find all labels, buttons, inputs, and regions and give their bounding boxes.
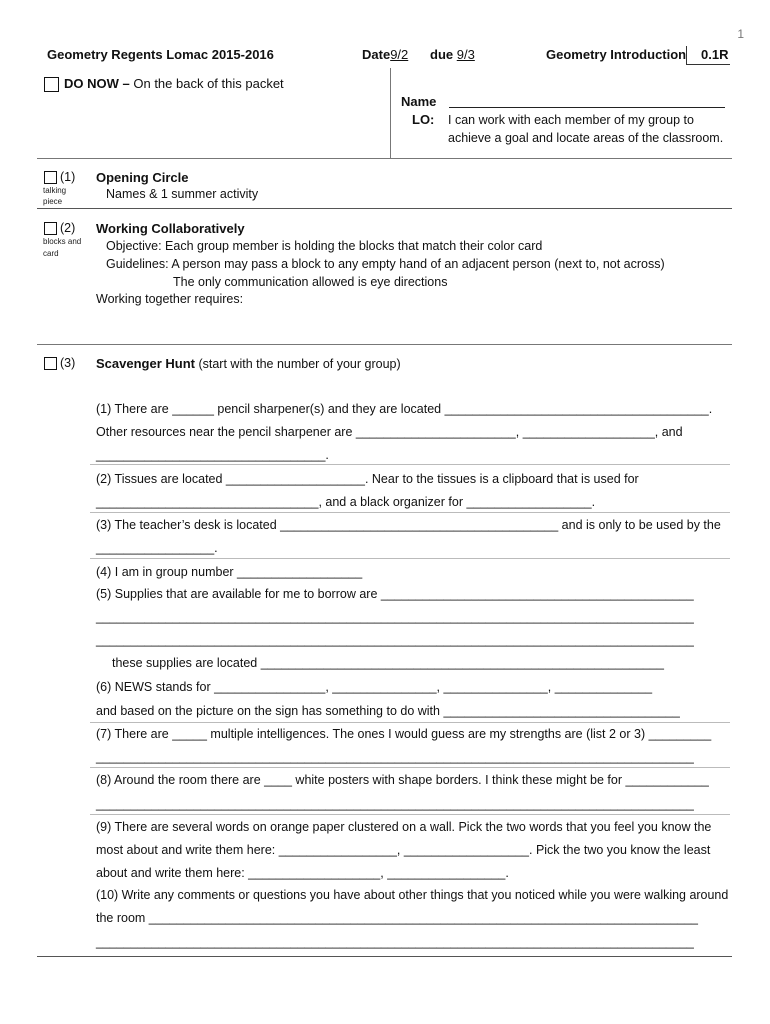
course-title: Geometry Regents Lomac 2015-2016 [47,47,274,62]
hunt-line: about and write them here: ___________________, _________________. [96,866,509,880]
name-box-divider [390,68,391,158]
code-divider [686,46,687,64]
section-2-guidelines: Guidelines: A person may pass a block to any empty hand of an adjacent person (next to, not across) [106,257,665,271]
section-1-title: Opening Circle [96,170,189,185]
section-1-note-1: talking [43,186,67,195]
section-2-title: Working Collaboratively [96,221,245,236]
section-3-subtitle: (start with the number of your group) [198,357,401,371]
hunt-line: _________________. [96,541,218,555]
do-now-label: DO NOW – [64,76,130,91]
hunt-line: (10) Write any comments or questions you have about other things that you noticed while you were walking around [96,888,729,902]
hunt-line: (9) There are several words on orange paper clustered on a wall. Pick the two words that you feel you know the [96,820,712,834]
due-value: 9/3 [456,47,475,62]
q-divider [90,558,730,559]
section-1-number: (1) [60,170,76,184]
q-divider [90,464,730,465]
name-input-line[interactable] [449,107,725,108]
due-label: due [430,47,454,62]
date-field [362,47,408,62]
unit-code: 0.1R [701,47,729,62]
do-now-checkbox[interactable] [44,77,59,92]
hunt-line: ______________________________________________________________________________________ [96,935,694,949]
hunt-line: _________________________________. [96,448,329,462]
hunt-line: (8) Around the room there are ____ white posters with shape borders. I think these might be for ____________ [96,773,709,787]
hunt-line: (2) Tissues are located ____________________. Near to the tissues is a clipboard that is used for [96,472,639,486]
hunt-line: the room _______________________________________________________________________________ [96,911,699,925]
lo-line-1: I can work with each member of my group to [448,113,694,127]
due-field [430,47,475,62]
q-divider [90,814,730,815]
hunt-line: ________________________________, and a black organizer for __________________. [96,495,596,509]
section-1-text: Names & 1 summer activity [106,187,259,201]
section-2-number: (2) [60,221,76,235]
q-divider [90,512,730,513]
hunt-line: (4) I am in group number __________________ [96,565,363,579]
date-value: 9/2 [390,47,409,62]
hunt-line: (6) NEWS stands for ________________, _______________, _______________, ______________ [96,680,653,694]
section-2-guidelines-2: The only communication allowed is eye directions [173,275,448,289]
section-2-checkbox[interactable] [44,222,57,235]
hunt-line: ______________________________________________________________________________________ [96,633,694,647]
divider-1 [37,158,732,159]
section-2-note-1: blocks and [43,237,82,246]
divider-3 [37,344,732,345]
date-label: Date [362,47,391,62]
divider-2 [37,208,732,209]
hunt-line: most about and write them here: _________________, __________________. Pick the two you know the least [96,843,711,857]
q-divider [90,767,730,768]
do-now-text: On the back of this packet [133,76,284,91]
do-now [64,76,284,91]
hunt-line: (1) There are ______ pencil sharpener(s) and they are located ______________________________________. [96,402,713,416]
q-divider [90,722,730,723]
hunt-line: ______________________________________________________________________________________ [96,797,694,811]
hunt-line: (5) Supplies that are available for me to borrow are _____________________________________________ [96,587,694,601]
hunt-line: (3) The teacher’s desk is located ________________________________________ and is only to be used by the [96,518,721,532]
lo-label: LO: [412,112,435,127]
hunt-line: Other resources near the pencil sharpener are _______________________, ___________________, and [96,425,683,439]
hunt-line: ______________________________________________________________________________________ [96,750,694,764]
section-2-objective: Objective: Each group member is holding the blocks that match their color card [106,239,543,253]
section-3-number: (3) [60,356,76,370]
section-1-note-2: piece [43,197,63,206]
lo-line-2: achieve a goal and locate areas of the classroom. [448,131,724,145]
name-label: Name [401,94,437,109]
page-number: 1 [737,27,744,41]
divider-bottom [37,956,732,957]
hunt-line: (7) There are _____ multiple intelligences. The ones I would guess are my strengths are (list 2 or 3) _________ [96,727,712,741]
hunt-line: ______________________________________________________________________________________ [96,610,694,624]
unit-title: Geometry Introduction [546,47,687,62]
section-2-note-2: card [43,249,59,258]
section-3-title: Scavenger Hunt [96,356,195,371]
section-3-heading [96,356,401,371]
code-underline [686,64,730,65]
hunt-line: and based on the picture on the sign has something to do with __________________________________ [96,704,680,718]
section-3-checkbox[interactable] [44,357,57,370]
section-2-requires: Working together requires: [96,292,244,306]
section-1-checkbox[interactable] [44,171,57,184]
hunt-line: these supplies are located __________________________________________________________ [112,656,664,670]
